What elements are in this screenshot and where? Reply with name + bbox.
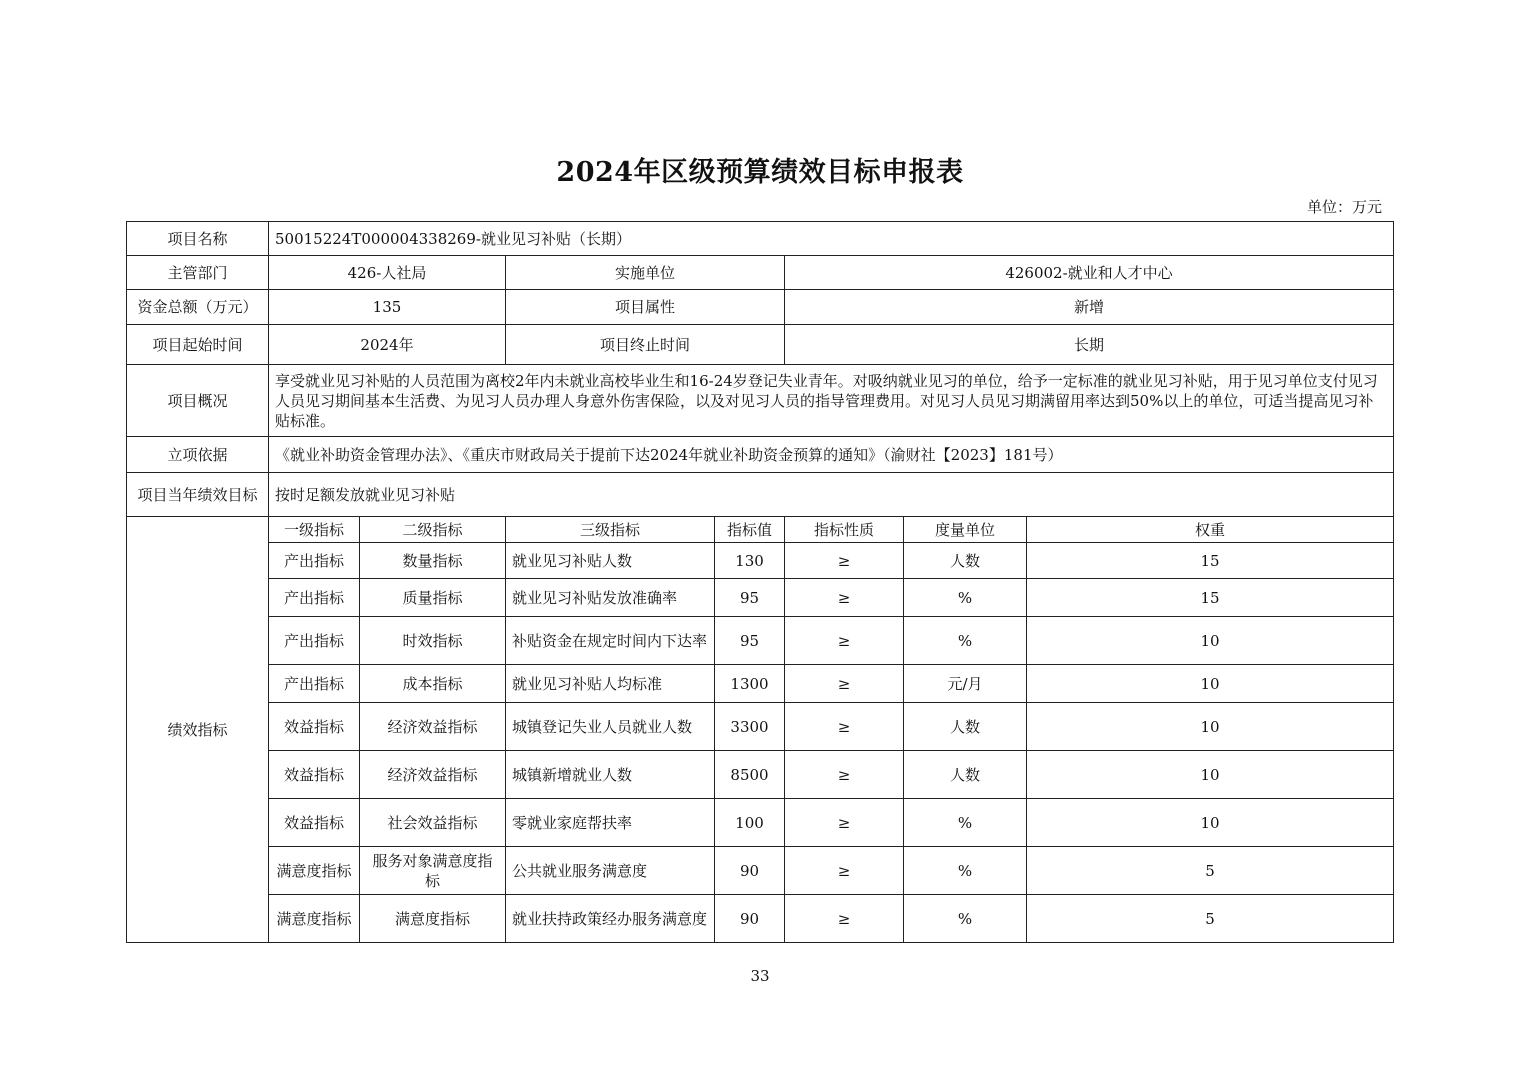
row-goal (127, 473, 1394, 517)
header-level2: 二级指标 (360, 517, 506, 543)
header-level3: 三级指标 (506, 517, 715, 543)
cell-value: 100 (715, 799, 785, 847)
cell-level1: 满意度指标 (269, 895, 360, 943)
attr-label: 项目属性 (506, 290, 785, 325)
cell-level1: 满意度指标 (269, 847, 360, 895)
overview-value: 享受就业见习补贴的人员范围为离校2年内未就业高校毕业生和16-24岁登记失业青年。对吸纳就业见习的单位，给予一定标准的就业见习补贴，用于见习单位支付见习人员见习期间基本生活费、为见习人员办理人身意外伤害保险，以及对见习人员的指导管理费用。对见习人员见习期满留用率达到50%以上的单位，可适当提高见习补贴标准。 (269, 365, 1394, 437)
cell-level1: 产出指标 (269, 579, 360, 617)
row-time (127, 325, 1394, 365)
project-name-value: 50015224T000004338269-就业见习补贴（长期） (269, 222, 1394, 256)
start-value: 2024年 (269, 325, 506, 365)
goal-value: 按时足额发放就业见习补贴 (269, 473, 1394, 517)
header-weight: 权重 (1027, 517, 1394, 543)
cell-level3: 城镇登记失业人员就业人数 (506, 703, 715, 751)
cell-level3: 补贴资金在规定时间内下达率 (506, 617, 715, 665)
cell-unit: 人数 (904, 703, 1027, 751)
cell-value: 130 (715, 543, 785, 579)
cell-weight: 10 (1027, 617, 1394, 665)
end-label: 项目终止时间 (506, 325, 785, 365)
header-level1: 一级指标 (269, 517, 360, 543)
impl-value: 426002-就业和人才中心 (785, 256, 1394, 290)
table-row (127, 617, 1394, 665)
table-row (127, 895, 1394, 943)
cell-value: 90 (715, 847, 785, 895)
cell-weight: 15 (1027, 543, 1394, 579)
cell-value: 90 (715, 895, 785, 943)
cell-level3: 零就业家庭帮扶率 (506, 799, 715, 847)
fund-label: 资金总额（万元） (127, 290, 269, 325)
table-row (127, 751, 1394, 799)
cell-unit: % (904, 579, 1027, 617)
unit-label: 单位：万元 (1306, 198, 1382, 216)
row-fund (127, 290, 1394, 325)
cell-weight: 10 (1027, 799, 1394, 847)
cell-level2: 数量指标 (360, 543, 506, 579)
impl-label: 实施单位 (506, 256, 785, 290)
cell-unit: 人数 (904, 751, 1027, 799)
basis-label: 立项依据 (127, 437, 269, 473)
table-row (127, 703, 1394, 751)
cell-weight: 5 (1027, 895, 1394, 943)
row-dept (127, 256, 1394, 290)
cell-unit: % (904, 895, 1027, 943)
cell-value: 95 (715, 579, 785, 617)
cell-nature: ≥ (785, 665, 904, 703)
cell-level2: 时效指标 (360, 617, 506, 665)
row-project-name (127, 222, 1394, 256)
start-label: 项目起始时间 (127, 325, 269, 365)
cell-level2: 质量指标 (360, 579, 506, 617)
project-name-label: 项目名称 (127, 222, 269, 256)
cell-nature: ≥ (785, 543, 904, 579)
cell-nature: ≥ (785, 617, 904, 665)
cell-nature: ≥ (785, 579, 904, 617)
cell-level2: 经济效益指标 (360, 751, 506, 799)
header-unit: 度量单位 (904, 517, 1027, 543)
cell-unit: 人数 (904, 543, 1027, 579)
cell-value: 8500 (715, 751, 785, 799)
indicator-header-row (127, 517, 1394, 543)
overview-label: 项目概况 (127, 365, 269, 437)
goal-label: 项目当年绩效目标 (127, 473, 269, 517)
cell-level3: 公共就业服务满意度 (506, 847, 715, 895)
basis-value: 《就业补助资金管理办法》、《重庆市财政局关于提前下达2024年就业补助资金预算的通知》（渝财社【2023】181号） (269, 437, 1394, 473)
cell-value: 1300 (715, 665, 785, 703)
cell-level3: 就业扶持政策经办服务满意度 (506, 895, 715, 943)
cell-level1: 效益指标 (269, 703, 360, 751)
cell-unit: 元/月 (904, 665, 1027, 703)
cell-level1: 产出指标 (269, 665, 360, 703)
cell-unit: % (904, 799, 1027, 847)
dept-value: 426-人社局 (269, 256, 506, 290)
cell-level2: 成本指标 (360, 665, 506, 703)
performance-indicators-label: 绩效指标 (127, 517, 269, 943)
cell-level1: 效益指标 (269, 751, 360, 799)
cell-nature: ≥ (785, 895, 904, 943)
table-row (127, 847, 1394, 895)
cell-weight: 10 (1027, 665, 1394, 703)
cell-level3: 就业见习补贴发放准确率 (506, 579, 715, 617)
cell-nature: ≥ (785, 751, 904, 799)
cell-nature: ≥ (785, 799, 904, 847)
cell-level1: 产出指标 (269, 543, 360, 579)
cell-unit: % (904, 847, 1027, 895)
cell-level2: 满意度指标 (360, 895, 506, 943)
cell-level3: 就业见习补贴人数 (506, 543, 715, 579)
cell-level1: 产出指标 (269, 617, 360, 665)
attr-value: 新增 (785, 290, 1394, 325)
cell-value: 3300 (715, 703, 785, 751)
cell-weight: 10 (1027, 703, 1394, 751)
table-row (127, 799, 1394, 847)
cell-nature: ≥ (785, 847, 904, 895)
cell-level2: 社会效益指标 (360, 799, 506, 847)
end-value: 长期 (785, 325, 1394, 365)
document-title: 2024年区级预算绩效目标申报表 (556, 157, 964, 188)
header-value: 指标值 (715, 517, 785, 543)
cell-weight: 10 (1027, 751, 1394, 799)
cell-level2: 经济效益指标 (360, 703, 506, 751)
header-nature: 指标性质 (785, 517, 904, 543)
page-number: 33 (750, 967, 770, 985)
cell-level2: 服务对象满意度指标 (360, 847, 506, 895)
table-row (127, 543, 1394, 579)
dept-label: 主管部门 (127, 256, 269, 290)
cell-unit: % (904, 617, 1027, 665)
cell-level1: 效益指标 (269, 799, 360, 847)
row-basis (127, 437, 1394, 473)
table-row (127, 579, 1394, 617)
fund-value: 135 (269, 290, 506, 325)
cell-weight: 5 (1027, 847, 1394, 895)
cell-nature: ≥ (785, 703, 904, 751)
cell-value: 95 (715, 617, 785, 665)
cell-weight: 15 (1027, 579, 1394, 617)
cell-level3: 城镇新增就业人数 (506, 751, 715, 799)
budget-performance-table (126, 221, 1394, 943)
row-overview (127, 365, 1394, 437)
table-row (127, 665, 1394, 703)
cell-level3: 就业见习补贴人均标准 (506, 665, 715, 703)
